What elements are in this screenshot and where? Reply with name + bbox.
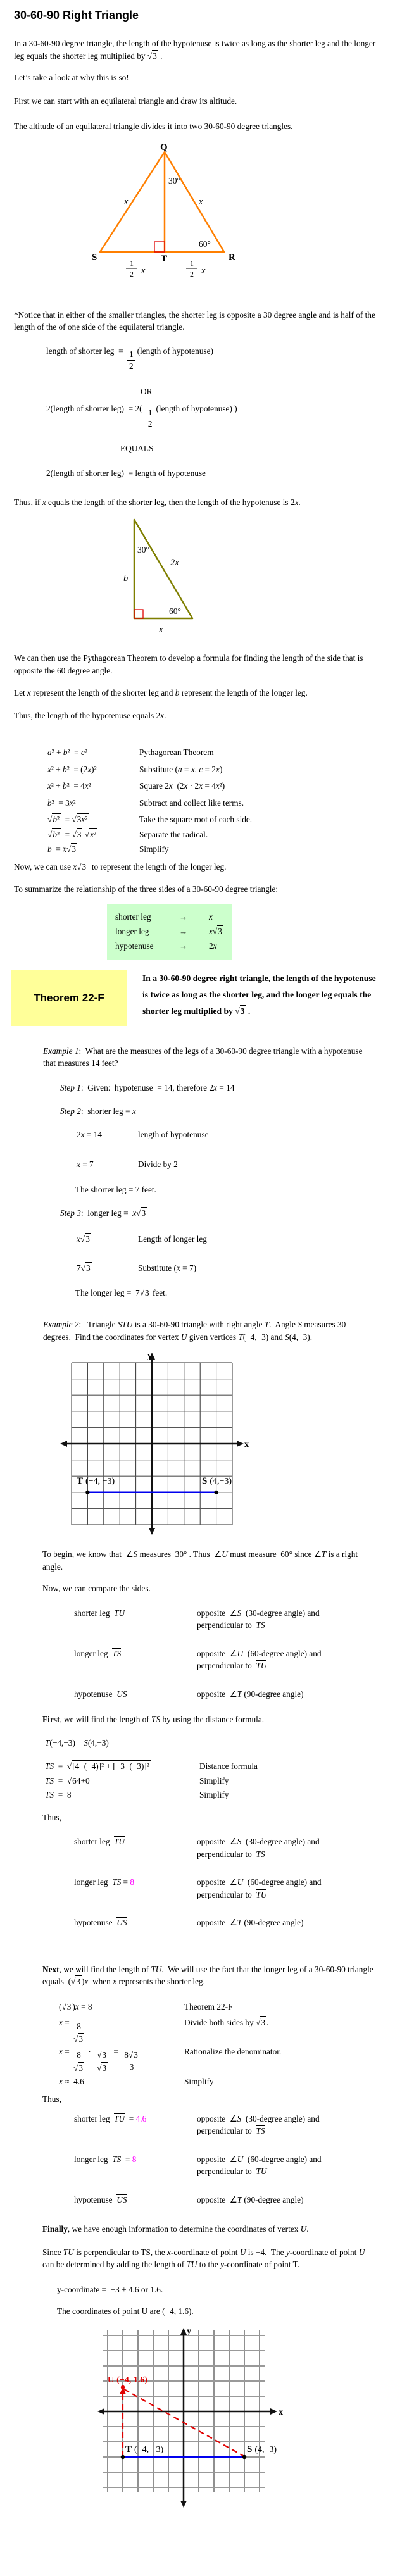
example1-row: 7√3 Substitute (x = 7) <box>77 1263 197 1273</box>
hypotenuse-label: 2x <box>170 558 179 568</box>
intro-paragraph-2: Let’s take a look at why this is so! <box>14 73 129 82</box>
svg-text:x: x <box>141 265 146 276</box>
svg-text:2: 2 <box>130 269 134 278</box>
figure-equilateral-triangle <box>89 143 395 282</box>
triangle-outline <box>134 520 192 618</box>
theorem-step-row: x = $\frac{8}{√3}$ · $\frac{√3}{√3}$ = $\frac{8√3}{3}$ Rationalize the denominator. <box>59 2046 282 2073</box>
long-leg-label: b <box>123 573 129 584</box>
compare-intro-paragraph: Now, we can compare the sides. <box>42 1584 151 1594</box>
derivation-table <box>0 746 395 856</box>
compare-list-2 <box>0 1835 395 1929</box>
summary-row: shorter leg → x <box>115 911 232 923</box>
compare-item: hypotenuse US opposite ∠T (90-degree angle) <box>74 2194 304 2204</box>
arrow-icon: → <box>179 926 188 936</box>
to-begin-paragraph: To begin, we know that ∠S measures 30° . Thus ∠U must measure 60° since ∠T is a right angle. <box>42 1549 360 1572</box>
compare-list-1 <box>0 1607 395 1701</box>
example1-row: x√3 Length of longer leg <box>77 1234 207 1244</box>
pythagorean-paragraph-1: We can then use the Pythagorean Theorem to develop a formula for finding the length of the side that is opposite the 60 degree angle. <box>14 653 365 675</box>
theorem-text: In a 30-60-90 degree right triangle, the length of the hypotenuse is twice as long as the shorter leg, and the longer leg equals the shorter leg multiplied by √3 . <box>142 973 379 1016</box>
vertex-q: Q <box>160 142 168 153</box>
derivation-row: b = x√3 Simplify <box>47 844 169 854</box>
right-side-label: x <box>199 196 203 207</box>
notice-paragraph: *Notice that in either of the smaller triangles, the shorter leg is opposite a 30 degree angle and is half of the length of the of one side of the equilateral triangle. <box>14 309 378 332</box>
y-axis-up-arrow <box>180 2328 187 2335</box>
relation-equals: EQUALS <box>120 443 154 453</box>
half-x-right <box>186 259 206 278</box>
grid2-svg <box>95 2327 298 2510</box>
y-axis-label: y <box>147 1351 152 1361</box>
example1-step3: Step 3: longer leg = x√3 <box>60 1208 146 1218</box>
derivation-row: a² + b² = c² Pythagorean Theorem <box>47 747 214 758</box>
arrow-icon: → <box>179 911 188 922</box>
svg-text:2: 2 <box>190 269 194 278</box>
half-x-left <box>126 259 146 278</box>
point-s <box>242 2455 246 2459</box>
derivation-row: √b² = √3x² Take the square root of each side. <box>47 815 253 825</box>
derivation-row: x² + b² = (2x)² Substitute (a = x, c = 2x) <box>47 764 223 774</box>
angle-60-label: 60° <box>169 606 181 616</box>
example1-result-shorter: The shorter leg = 7 feet. <box>75 1184 156 1194</box>
example1-result-longer: The longer leg = 7√3 feet. <box>75 1287 168 1297</box>
compare-item: shorter leg TU = 4.6 opposite ∠S (30-degree angle) and perpendicular to TS <box>74 2113 320 2136</box>
distance-row: TS = √[4−(−4)]² + [−3−(−3)]² Distance formula <box>45 1761 258 1772</box>
theorem-22f <box>11 970 395 1026</box>
finally-paragraph: Finally, we have enough information to determine the coordinates of vertex U. <box>42 2224 309 2234</box>
angle-30-label: 30° <box>137 545 149 555</box>
intro-paragraph-3: First we can start with an equilateral triangle and draw its altitude. <box>14 96 237 106</box>
y-axis-down-arrow <box>180 2501 187 2508</box>
relation-line-3: 2(length of shorter leg) = length of hypotenuse <box>46 468 206 478</box>
points-line: T(−4,−3) S(4,−3) <box>45 1737 109 1748</box>
pythagorean-paragraph-2: Let x represent the length of the shorter leg and b represent the length of the longer leg. <box>14 688 308 698</box>
theorem-steps-table <box>0 2001 395 2088</box>
next-paragraph: Next, we will find the length of TU. We will use the fact that the longer leg of a 30-60-90 triangle equals (√3 )x when x represents the shorter leg. <box>42 1964 376 1987</box>
thus-x-paragraph: Thus, if x equals the length of the shorter leg, then the length of the hypotenuse is 2x. <box>14 497 301 507</box>
figure-grid-utsu <box>95 2327 395 2513</box>
theorem-step-row: x ≈ 4.6 Simplify <box>59 2076 214 2086</box>
angle-30-label: 30° <box>168 175 180 185</box>
distance-row: TS = 8 Simplify <box>45 1790 229 1800</box>
summary-box <box>107 904 232 960</box>
point-t <box>85 1491 89 1494</box>
derivation-row: √b² = √3 √x² Separate the radical. <box>47 829 208 839</box>
right-angle-mark <box>154 242 165 252</box>
derivation-row: b² = 3x² Subtract and collect like terms. <box>47 797 244 808</box>
compare-item: longer leg TS opposite ∠U (60-degree angle) and perpendicular to TU <box>74 1648 322 1671</box>
y-axis-down-arrow <box>149 1528 155 1535</box>
thus-2: Thus, <box>42 2094 61 2104</box>
example1-step2: Step 2: shorter leg = x <box>60 1106 136 1116</box>
since-paragraph: Since TU is perpendicular to TS, the x-coordinate of point U is −4. The y-coordinate of point U can be determined by adding the length of TU to the y-coordinate of point T. <box>42 2247 367 2270</box>
vertex-t: T <box>161 253 168 264</box>
summary-intro-paragraph: To summarize the relationship of the three sides of a 30-60-90 degree triangle: <box>14 884 279 894</box>
compare-item: shorter leg TU opposite ∠S (30-degree angle) and perpendicular to TS <box>74 1608 320 1630</box>
point-t <box>121 2455 125 2459</box>
point-u <box>121 2385 125 2389</box>
intro-paragraph-1: In a 30-60-90 degree triangle, the length of the hypotenuse is twice as long as the shorter leg and the longer leg equals the shorter leg multiplied by √3 . <box>14 39 378 61</box>
angle-60-label: 60° <box>199 239 211 249</box>
example2-intro: Example 2: Triangle STU is a 30-60-90 triangle with right angle T. Angle S measures 30 degrees. Find the coordinates for vertex U given vertices T(−4,−3) and S(4,−3). <box>43 1320 348 1342</box>
thus-1: Thus, <box>42 1812 61 1822</box>
relation-or: OR <box>141 386 153 396</box>
equilateral-triangle-svg <box>89 143 247 279</box>
compare-item: shorter leg TU opposite ∠S (30-degree angle) and perpendicular to TS <box>74 1837 320 1859</box>
compare-list-3 <box>0 2113 395 2206</box>
relation-line-1: length of shorter leg = $\frac{1}{2}$ (length of hypotenuse) <box>46 346 213 371</box>
svg-text:1: 1 <box>130 258 134 268</box>
x-axis-left-arrow <box>60 1441 67 1447</box>
x-axis-left-arrow <box>97 2408 104 2415</box>
s-point-label: S (4,−3) <box>247 2444 277 2454</box>
grid1-svg <box>54 1351 250 1536</box>
summary-row: hypotenuse → 2x <box>115 940 232 953</box>
axes <box>97 2328 277 2508</box>
example1-step1: Step 1: Given: hypotenuse = 14, therefore 2x = 14 <box>60 1082 235 1092</box>
vertex-s: S <box>92 252 97 263</box>
intro-paragraph-4: The altitude of an equilateral triangle divides it into two 30-60-90 degree triangles. <box>14 122 293 131</box>
distance-row: TS = √64+0 Simplify <box>45 1775 229 1785</box>
compare-item: hypotenuse US opposite ∠T (90-degree angle) <box>74 1918 304 1928</box>
worksheet <box>0 9 395 2513</box>
arrow-icon: → <box>179 941 188 951</box>
first-paragraph: First, we will find the length of TS by using the distance formula. <box>42 1715 265 1725</box>
s-point-label: S (4,−3) <box>202 1476 232 1487</box>
compare-item: hypotenuse US opposite ∠T (90-degree angle) <box>74 1689 304 1699</box>
now-longer-paragraph: Now, we can use x√3 to represent the length of the longer leg. <box>14 861 227 872</box>
theorem-step-row: x = $\frac{8}{√3}$ Divide both sides by √3 . <box>59 2018 269 2044</box>
compare-item: longer leg TS = 8 opposite ∠U (60-degree angle) and perpendicular to TU <box>74 2154 322 2177</box>
x-axis-label: x <box>279 2407 283 2417</box>
right-triangle-svg <box>95 513 212 635</box>
example1-row: 2x = 14 length of hypotenuse <box>77 1129 209 1139</box>
pythagorean-paragraph-3: Thus, the length of the hypotenuse equals 2x. <box>14 710 166 720</box>
figure-right-triangle <box>95 513 395 637</box>
x-axis-right-arrow <box>237 1441 244 1447</box>
ycoord-line: y-coordinate = −3 + 4.6 or 1.6. <box>57 2284 163 2294</box>
svg-text:1: 1 <box>190 258 194 268</box>
page-title: 30-60-90 Right Triangle <box>14 9 139 22</box>
distance-table <box>0 1760 395 1801</box>
compare-item: longer leg TS = 8 opposite ∠U (60-degree angle) and perpendicular to TU <box>74 1877 322 1899</box>
triangle-outline <box>100 152 224 252</box>
summary-row: longer leg → x√3 <box>115 925 232 938</box>
relation-line-2: 2(length of shorter leg) = 2( $\frac{1}{2}$ (length of hypotenuse) ) <box>46 404 237 429</box>
y-axis-label: y <box>187 2326 191 2336</box>
point-s <box>214 1491 218 1494</box>
vertex-r: R <box>229 252 235 263</box>
example1-intro: Example 1: What are the measures of the legs of a 30-60-90 degree triangle with a hypotenuse that measures 14 feet? <box>43 1046 365 1068</box>
short-leg-label: x <box>159 625 163 635</box>
t-point-label: T (−4, −3) <box>77 1476 115 1487</box>
x-axis-right-arrow <box>270 2408 277 2415</box>
u-point-label: U (−4, 1.6) <box>108 2375 147 2385</box>
derivation-row: x² + b² = 4x² Square 2x (2x · 2x = 4x²) <box>47 781 225 791</box>
coords-line: The coordinates of point U are (−4, 1.6). <box>57 2306 194 2317</box>
x-axis-label: x <box>244 1440 249 1450</box>
example1-row: x = 7 Divide by 2 <box>77 1160 178 1170</box>
t-point-label: T (−4, −3) <box>125 2444 164 2454</box>
figure-grid-ts <box>54 1351 395 1539</box>
theorem-step-row: (√3 )x = 8 Theorem 22-F <box>59 2001 233 2011</box>
theorem-label-box: Theorem 22-F <box>11 970 127 1026</box>
left-side-label: x <box>124 196 129 207</box>
right-angle-mark <box>134 610 143 618</box>
svg-text:x: x <box>201 265 206 276</box>
